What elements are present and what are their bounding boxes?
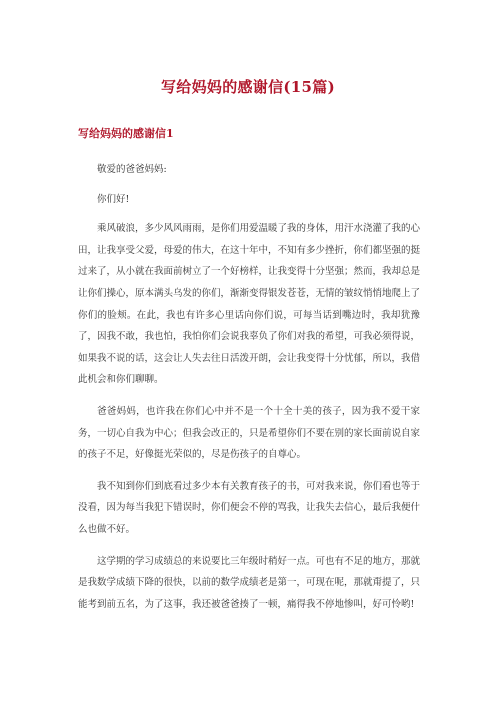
body-paragraph: 爸爸妈妈，也许我在你们心中并不是一个十全十美的孩子，因为我不爱干家务，一切心自我为中心；但我会改正的，只是希望你们不要在别的家长面前说自家的孩子不足，好像挺光荣似的，尽是伤孩子的自尊心。 bbox=[78, 405, 421, 461]
salutation: 敬爱的爸爸妈妈: bbox=[97, 164, 167, 175]
body-paragraph: 乘风破浪，多少风风雨雨，是你们用爱温暖了我的身体，用汗水浇灌了我的心田，让我享受父爱，母爱的伟大，在这十年中，不知有多少挫折，你们都坚强的挺过来了，从小就在我面前树立了一个好榜样，让我变得十分坚强；然而，我却总是让你们操心，原本满头乌发的你们，渐渐变得银发苍苍，无情的皱纹悄悄地爬上了你们的脸颊。在此，我也有许多心里话向你们说，可每当话到嘴边时，我却犹豫了，因我不敢，我也怕，我怕你们会说我辜负了你们对我的希望，可我必须得说，如果我不说的话，这会让人失去往日活泼开朗，会让我变得十分忧郁，所以，我借此机会和你们聊聊。 bbox=[78, 223, 421, 386]
letter-body bbox=[78, 159, 420, 625]
greeting: 你们好! bbox=[97, 193, 130, 205]
body-paragraph: 我不知到你们到底看过多少本有关教育孩子的书，可对我来说，你们看也等于没看，因为每当我犯下错误时，你们便会不停的骂我，让我失去信心，最后我便什么也做不好。 bbox=[78, 480, 421, 535]
body-paragraph: 这学期的学习成绩总的来说要比三年级时稍好一点。可也有不足的地方，那就是我数学成绩下降的很快，以前的数学成绩老是第一，可现在呢，那就甭提了，只能考到前五名，为了这事，我还被爸爸揍了一顿，痛得我不停地惨叫，好可怜哟! bbox=[78, 555, 421, 610]
section-heading: 写给妈妈的感谢信1 bbox=[78, 127, 174, 140]
document-title: 写给妈妈的感谢信(15篇) bbox=[161, 78, 335, 96]
